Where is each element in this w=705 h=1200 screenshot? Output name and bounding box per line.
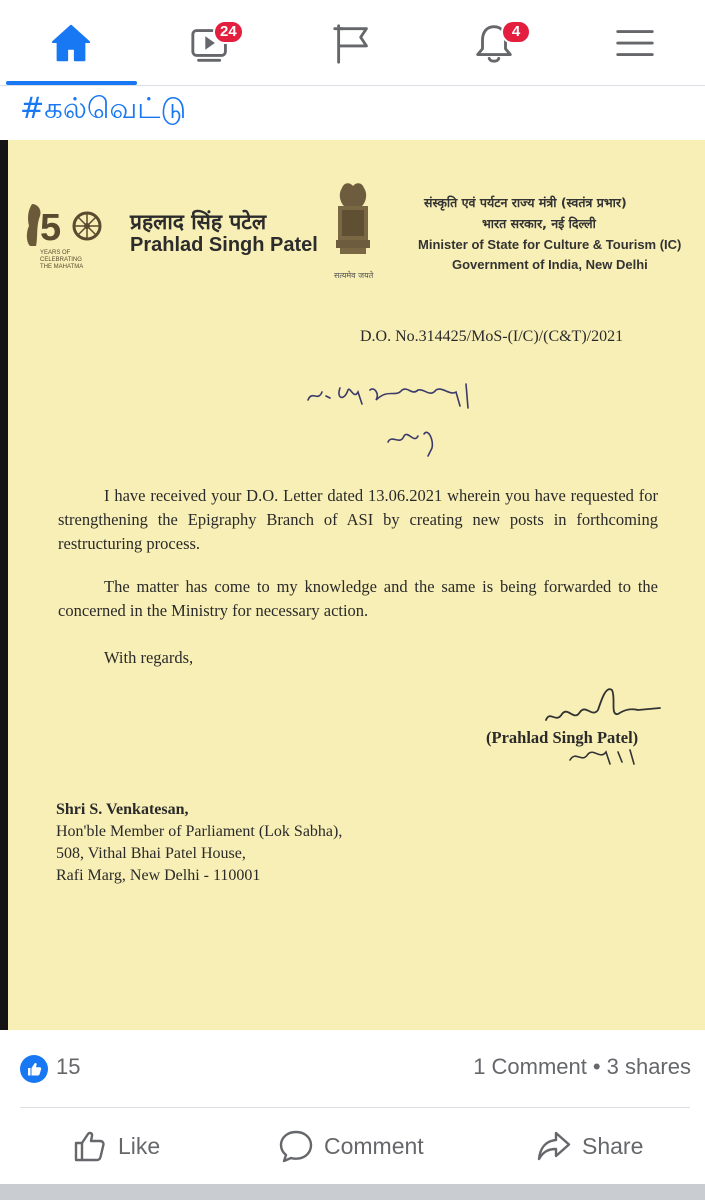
bottom-separator xyxy=(0,1184,705,1200)
share-button[interactable] xyxy=(536,1110,643,1182)
nav-home-tab[interactable] xyxy=(0,0,141,86)
comment-count-link[interactable]: 1 Comment xyxy=(473,1054,587,1079)
reactions-bar xyxy=(0,1040,705,1098)
comment-label: Comment xyxy=(324,1132,424,1159)
watch-badge: 24 xyxy=(213,20,244,44)
emblem-motto: सत्यमेव जयते xyxy=(334,271,374,280)
signatory-name: (Prahlad Singh Patel) xyxy=(486,728,639,747)
menu-icon xyxy=(612,20,658,66)
recipient-name: Shri S. Venkatesan, xyxy=(56,801,189,818)
svg-text:CELEBRATING: CELEBRATING xyxy=(40,257,82,263)
letter-paragraph-2: The matter has come to my knowledge and the same is being forwarded to the concerned in the Ministry for necessary action. xyxy=(58,577,658,620)
comment-bubble-icon xyxy=(278,1128,314,1164)
nav-notifications-tab[interactable] xyxy=(423,0,564,86)
share-label: Share xyxy=(582,1132,644,1159)
nav-menu-tab[interactable] xyxy=(564,0,705,86)
like-count[interactable]: 15 xyxy=(56,1054,81,1079)
handwritten-salutation xyxy=(300,378,490,468)
comment-share-summary xyxy=(473,1054,691,1080)
notifications-badge: 4 xyxy=(501,20,531,44)
recipient-address-line-3: Rafi Marg, New Delhi - 110001 xyxy=(56,867,261,884)
nav-pages-tab[interactable] xyxy=(282,0,423,86)
recipient-address-line-2: 508, Vithal Bhai Patel House, xyxy=(56,845,246,862)
post-hashtag-link[interactable]: #கல்வெட்டு xyxy=(20,91,187,125)
action-divider xyxy=(20,1107,690,1108)
minister-title-english: Minister of State for Culture & Tourism (IC) xyxy=(418,237,682,252)
letterhead-name-hindi: प्रहलाद सिंह पटेल xyxy=(130,210,267,234)
home-icon xyxy=(48,20,94,66)
minister-title-hindi: संस्कृति एवं पर्यटन राज्य मंत्री (स्वतंत्र प्रभार) xyxy=(424,195,627,210)
post-letter-image[interactable] xyxy=(0,140,705,1030)
nav-divider xyxy=(0,85,705,86)
like-reaction-icon xyxy=(20,1055,48,1083)
flag-icon xyxy=(330,20,376,66)
national-emblem-icon xyxy=(328,180,378,270)
post-action-bar xyxy=(0,1110,705,1182)
handwritten-signature xyxy=(540,680,670,770)
like-button[interactable] xyxy=(72,1110,160,1182)
comment-button[interactable] xyxy=(278,1110,424,1182)
letter-paragraph-1: I have received your D.O. Letter dated 13.06.2021 wherein you have requested for strengthening the Epigraphy Branch of ASI by creating new posts in forthcoming restructuring process. xyxy=(58,486,658,553)
like-label: Like xyxy=(118,1132,161,1159)
svg-text:YEARS OF: YEARS OF xyxy=(40,250,71,256)
share-arrow-icon xyxy=(536,1128,572,1164)
government-english: Government of India, New Delhi xyxy=(452,257,648,272)
scan-border xyxy=(0,140,8,1030)
letterhead-name-english: Prahlad Singh Patel xyxy=(130,234,318,256)
gandhi-150-logo xyxy=(18,196,108,276)
thumbs-up-icon xyxy=(72,1128,108,1164)
separator-dot: • xyxy=(592,1054,601,1079)
svg-text:THE MAHATMA: THE MAHATMA xyxy=(40,264,84,270)
recipient-address-line-1: Hon'ble Member of Parliament (Lok Sabha), xyxy=(56,823,343,840)
top-navigation xyxy=(0,0,705,86)
government-hindi: भारत सरकार, नई दिल्ली xyxy=(482,216,596,231)
svg-text:5: 5 xyxy=(40,207,62,249)
do-number: D.O. No.314425/MoS-(I/C)/(C&T)/2021 xyxy=(360,328,624,345)
share-count-link[interactable]: 3 shares xyxy=(606,1054,691,1079)
letter-closing: With regards, xyxy=(104,648,194,667)
nav-watch-tab[interactable] xyxy=(141,0,282,86)
